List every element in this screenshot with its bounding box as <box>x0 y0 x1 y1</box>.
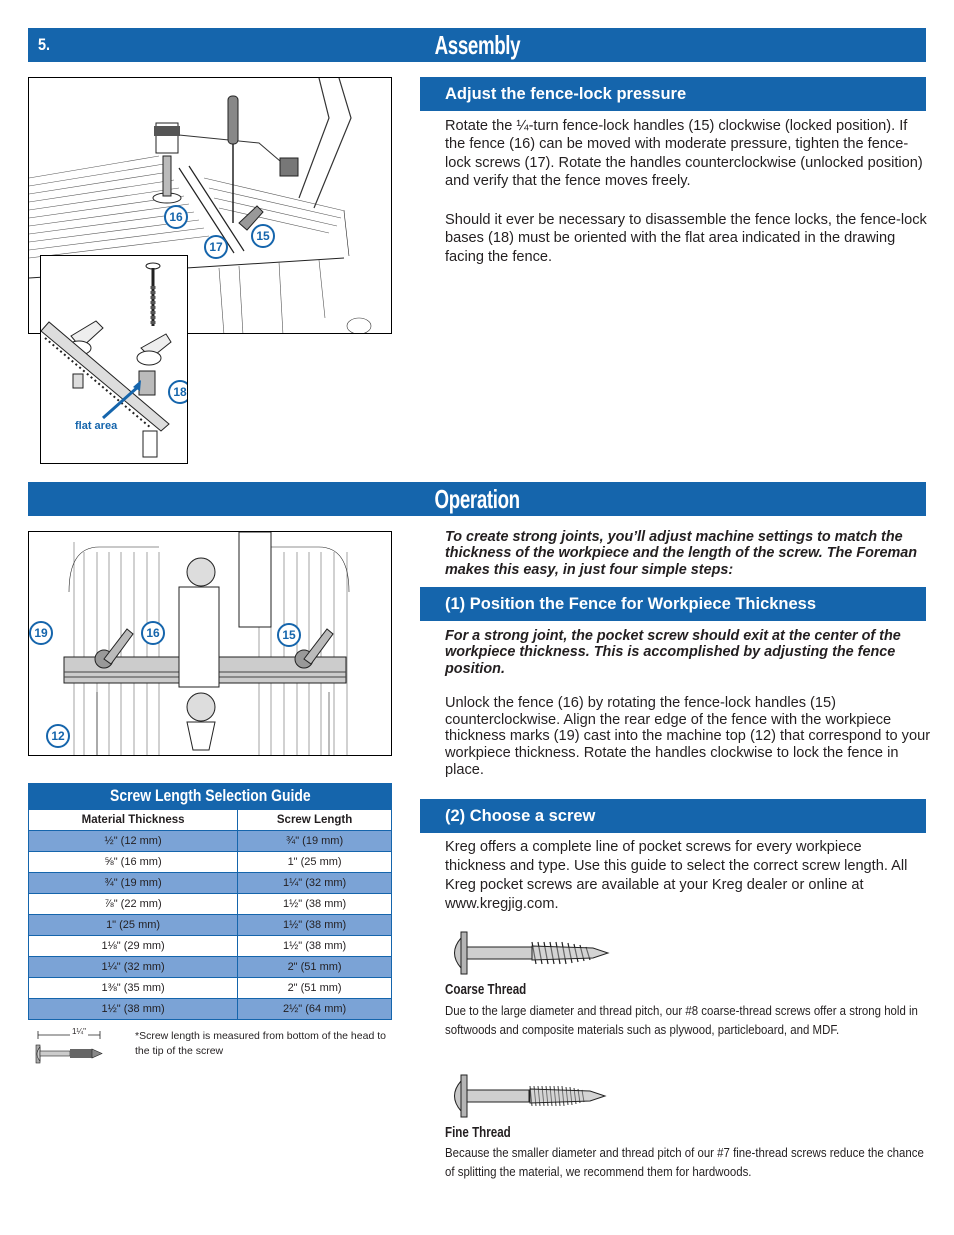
table-row <box>29 873 392 894</box>
assembly-header-bar <box>28 28 926 62</box>
length-cell: ¾" (19 mm) <box>238 831 392 852</box>
screw-measurement-diagram <box>32 1027 132 1067</box>
screw-guide-table <box>28 809 392 1020</box>
step2-body: Kreg offers a complete line of pocket screws for every workpiece thickness and type. Use this guide to select the correct screw length. All Kreg pocket screws are available at your Kreg dealer or online at www.kregjig.com. <box>445 839 908 912</box>
callout-16: 16 <box>164 205 188 229</box>
length-cell: 1½" (38 mm) <box>238 936 392 957</box>
thickness-cell: ¾" (19 mm) <box>29 873 238 894</box>
coarse-thread-heading: Coarse Thread <box>445 982 527 998</box>
screw-length-footnote: *Screw length is measured from bottom of the head to the tip of the screw <box>135 1030 386 1057</box>
thickness-cell: ⅞" (22 mm) <box>29 894 238 915</box>
screw-length-guide <box>28 783 392 1020</box>
callout-18: 18 <box>168 380 188 404</box>
step1-title: (1) Position the Fence for Workpiece Thickness <box>445 594 817 613</box>
length-cell: 1½" (38 mm) <box>238 915 392 936</box>
flat-area-label: flat area <box>75 420 118 432</box>
fine-thread-heading: Fine Thread <box>445 1125 511 1141</box>
length-cell: 1¼" (32 mm) <box>238 873 392 894</box>
table-row <box>29 831 392 852</box>
fence-lock-exploded-drawing-icon <box>41 256 188 464</box>
callout-19: 19 <box>29 621 53 645</box>
length-cell: 1½" (38 mm) <box>238 894 392 915</box>
step2-bar <box>420 799 926 833</box>
thickness-cell: 1¼" (32 mm) <box>29 957 238 978</box>
table-row <box>29 999 392 1020</box>
header-screw-length: Screw Length <box>238 810 392 831</box>
coarse-thread-screw-icon <box>448 930 610 976</box>
callout-17: 17 <box>204 235 228 259</box>
length-cell: 2½" (64 mm) <box>238 999 392 1020</box>
table-row <box>29 978 392 999</box>
screw-guide-title-bar <box>28 783 392 809</box>
dimension-label: 1¼" <box>72 1027 86 1036</box>
step1-bar <box>420 587 926 621</box>
thickness-cell: ½" (12 mm) <box>29 831 238 852</box>
fence-lock-inset-illustration <box>40 255 188 464</box>
coarse-thread-body: Due to the large diameter and thread pitch, our #8 coarse-thread screws offer a strong hold in softwoods and composite materials such as plywood, particleboard, and MDF. <box>445 1003 918 1037</box>
callout-16: 16 <box>141 621 165 645</box>
screw-guide-title: Screw Length Selection Guide <box>109 786 311 805</box>
header-material-thickness: Material Thickness <box>29 810 238 831</box>
operation-title: Operation <box>434 483 520 514</box>
length-cell: 2" (51 mm) <box>238 957 392 978</box>
length-cell: 1" (25 mm) <box>238 852 392 873</box>
callout-12: 12 <box>46 724 70 748</box>
callout-15: 15 <box>277 623 301 647</box>
assembly-title: Assembly <box>434 29 520 60</box>
table-row <box>29 915 392 936</box>
table-row <box>29 894 392 915</box>
table-row <box>29 957 392 978</box>
table-header-row <box>29 810 392 831</box>
thickness-cell: ⅝" (16 mm) <box>29 852 238 873</box>
adjust-fence-lock-paragraph-1: Rotate the ¼-turn fence-lock handles (15) clockwise (locked position). If the fence (16) can be moved with moderate pressure, tighten the fence-lock screws (17). Rotate the handles counterclockwise (unlocked position) and verify that the fence moves freely. <box>445 118 923 189</box>
thickness-cell: 1" (25 mm) <box>29 915 238 936</box>
step-number: 5. <box>38 35 51 54</box>
table-row <box>29 852 392 873</box>
adjust-fence-lock-title: Adjust the fence-lock pressure <box>445 84 687 103</box>
step1-body: Unlock the fence (16) by rotating the fence-lock handles (15) counterclockwise. Align the rear edge of the fence with the workpiece thickness marks (19) cast into the machine top (12) that correspond to your workpiece thickness. Rotate the handles clockwise to lock the fence in place. <box>445 695 931 778</box>
operation-header-bar <box>28 482 926 516</box>
adjust-fence-lock-paragraph-2: Should it ever be necessary to disassemble the fence locks, the fence-lock bases (18) must be oriented with the flat area indicated in the drawing facing the fence. <box>445 212 927 265</box>
length-cell: 2" (51 mm) <box>238 978 392 999</box>
machine-top-view-drawing-icon <box>29 532 392 756</box>
step1-emphasis: For a strong joint, the pocket screw should exit at the center of the workpiece thickness. This is accomplished by adjusting the fence position. <box>445 628 901 677</box>
thickness-cell: 1⅜" (35 mm) <box>29 978 238 999</box>
thickness-cell: 1½" (38 mm) <box>29 999 238 1020</box>
fence-position-illustration <box>28 531 392 756</box>
callout-15: 15 <box>251 224 275 248</box>
thickness-cell: 1⅛" (29 mm) <box>29 936 238 957</box>
fine-thread-screw-icon <box>448 1073 610 1119</box>
fine-thread-body: Because the smaller diameter and thread pitch of our #7 fine-thread screws reduce the chance of splitting the material, we recommend them for hardwoods. <box>445 1145 924 1179</box>
operation-intro: To create strong joints, you’ll adjust machine settings to match the thickness of the workpiece and the length of the screw. The Foreman makes this easy, in just four simple steps: <box>445 529 918 578</box>
table-row <box>29 936 392 957</box>
adjust-fence-lock-bar <box>420 77 926 111</box>
step2-title: (2) Choose a screw <box>445 806 596 825</box>
